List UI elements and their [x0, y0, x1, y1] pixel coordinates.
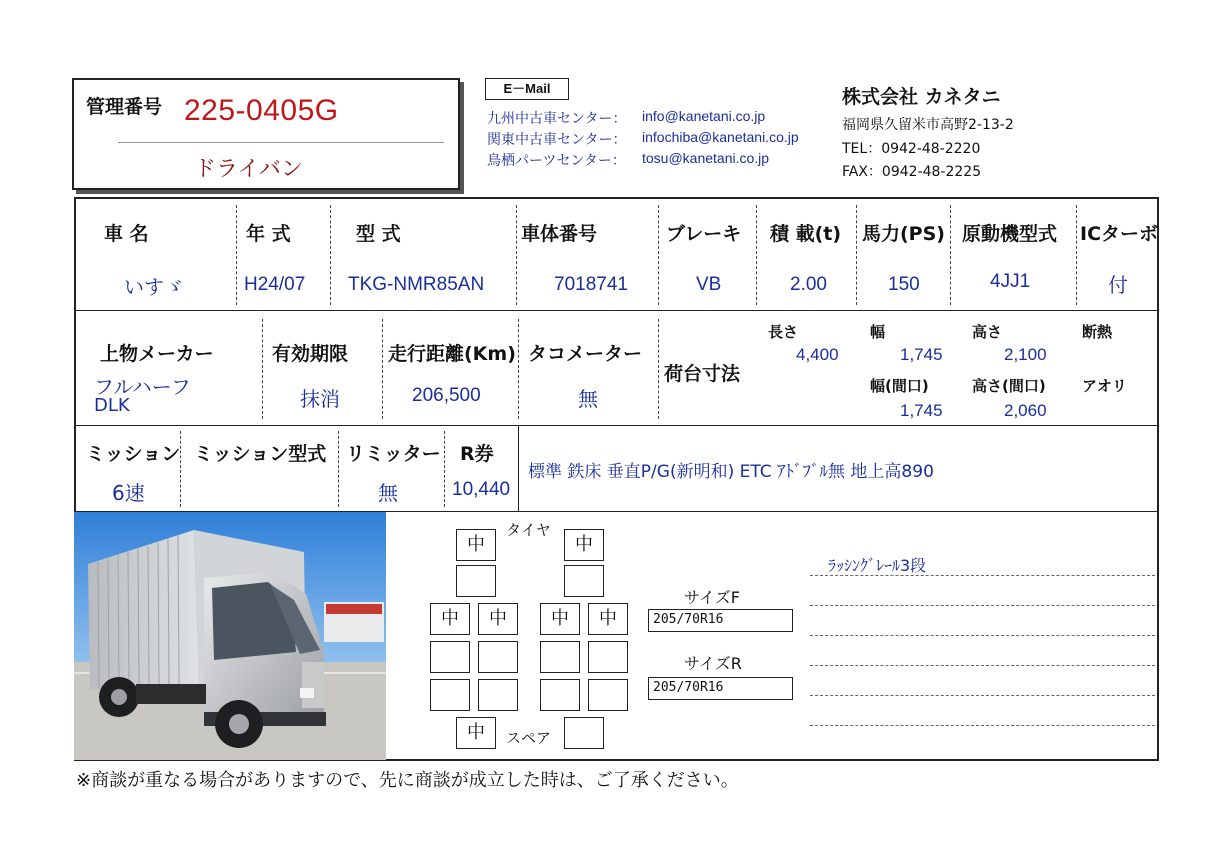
remark-rule	[810, 725, 1155, 726]
value-r-ticket: 10,440	[452, 479, 511, 500]
value-bed-height: 2,100	[1004, 345, 1047, 364]
value-bed-length: 4,400	[796, 345, 839, 364]
value-engine-model: 4JJ1	[990, 271, 1031, 292]
tire-rear-right-inner: 中	[540, 603, 580, 635]
email-address[interactable]: info@kanetani.co.jp	[642, 108, 766, 124]
value-body-maker: フルハーフ	[94, 375, 191, 399]
tire-slot	[540, 641, 580, 673]
size-front-label: サイズF	[684, 588, 740, 607]
remark-rule	[810, 665, 1155, 666]
label-aori: アオリ	[1082, 377, 1127, 395]
truck-photo	[74, 512, 386, 760]
center-name: 関東中古車センター：	[487, 132, 627, 148]
tire-slot	[430, 641, 470, 673]
header-transmission: ミッション	[86, 443, 181, 465]
tire-slot	[588, 641, 628, 673]
value-transmission: 6速	[112, 481, 145, 505]
header-tachometer: タコメーター	[528, 343, 643, 365]
value-expiry: 抹消	[300, 387, 340, 411]
spare-label: スペア	[506, 729, 552, 747]
header-model-code: 型 式	[356, 223, 401, 245]
header-engine-model: 原動機型式	[962, 223, 1058, 245]
header-car-name: 車 名	[104, 223, 149, 245]
value-horsepower: 150	[888, 274, 920, 295]
header-ic-turbo: ICターボ	[1080, 223, 1159, 245]
value-payload: 2.00	[790, 274, 827, 295]
tire-slot	[478, 641, 518, 673]
tire-slot	[478, 679, 518, 711]
tire-rear-left-inner: 中	[478, 603, 518, 635]
value-body-maker-model: DLK	[94, 395, 130, 416]
value-ic-turbo: 付	[1108, 273, 1128, 297]
tire-slot	[564, 565, 604, 597]
value-model-code: TKG-NMR85AN	[348, 274, 485, 295]
label-opening-width: 幅(間口)	[870, 377, 929, 395]
tire-slot	[564, 717, 604, 749]
value-tachometer: 無	[578, 387, 598, 411]
size-rear-value: 205/70R16	[648, 677, 793, 700]
email-row-kanto	[487, 129, 799, 149]
value-opening-width: 1,745	[900, 401, 943, 420]
control-number: 225-0405G	[184, 94, 339, 127]
remark-line-1: ﾗｯｼﾝｸﾞﾚｰﾙ3段	[828, 556, 927, 575]
label-bed-width: 幅	[870, 323, 886, 341]
email-address[interactable]: infochiba@kanetani.co.jp	[642, 129, 799, 145]
email-row-kyushu	[487, 108, 766, 128]
tire-front-right: 中	[564, 529, 604, 561]
header-chassis-number: 車体番号	[521, 223, 598, 245]
tire-front-left: 中	[456, 529, 496, 561]
header-transmission-type: ミッション型式	[194, 443, 327, 465]
remark-rule	[810, 605, 1155, 606]
header-payload: 積 載(t)	[770, 223, 842, 245]
company-fax: FAX：0942-48-2225	[842, 164, 982, 180]
header-mileage: 走行距離(Km)	[388, 343, 516, 365]
remark-rule	[810, 575, 1155, 576]
value-mileage: 206,500	[412, 385, 481, 406]
label-bed-length: 長さ	[768, 323, 799, 341]
value-car-name: いすゞ	[124, 275, 184, 299]
value-limiter: 無	[378, 481, 398, 505]
remark-rule	[810, 635, 1155, 636]
header-bed-dimensions: 荷台寸法	[664, 363, 741, 385]
label-bed-height: 高さ	[972, 323, 1003, 341]
header-model-year: 年 式	[246, 223, 291, 245]
label-opening-height: 高さ(間口)	[972, 377, 1046, 395]
equipment-notes: 標準 鉄床 垂直P/G(新明和) ETC ｱﾄﾞﾌﾞﾙ無 地上高890	[528, 462, 934, 482]
email-tag: E－Mail	[485, 78, 569, 100]
value-model-year: H24/07	[244, 274, 306, 295]
company-tel: TEL：0942-48-2220	[842, 141, 981, 157]
body-type: ドライバン	[194, 157, 303, 182]
size-rear-label: サイズR	[684, 654, 742, 673]
company-address: 福岡県久留米市高野2-13-2	[842, 117, 1014, 133]
control-number-box	[72, 78, 460, 190]
header-expiry: 有効期限	[272, 343, 349, 365]
tire-slot	[430, 679, 470, 711]
tire-title: タイヤ	[506, 521, 551, 539]
value-brake: VB	[696, 274, 722, 295]
size-front-value: 205/70R16	[648, 609, 793, 632]
header-brake: ブレーキ	[666, 223, 742, 245]
value-opening-height: 2,060	[1004, 401, 1047, 420]
tire-rear-right-outer: 中	[588, 603, 628, 635]
header-r-ticket: R券	[460, 443, 494, 465]
company-name: 株式会社 カネタニ	[842, 86, 1001, 108]
header-limiter: リミッター	[346, 443, 441, 465]
center-name: 九州中古車センター：	[487, 111, 627, 127]
value-bed-width: 1,745	[900, 345, 943, 364]
label-insulation: 断熱	[1082, 323, 1113, 341]
center-name: 鳥栖パーツセンター：	[487, 153, 626, 169]
value-chassis-number: 7018741	[554, 274, 628, 295]
tire-slot	[456, 565, 496, 597]
tire-rear-left-outer: 中	[430, 603, 470, 635]
divider	[118, 142, 444, 143]
remark-rule	[810, 695, 1155, 696]
footer-notice: ※商談が重なる場合がありますので、先に商談が成立した時は、ご了承ください。	[76, 770, 739, 791]
header-horsepower: 馬力(PS)	[862, 223, 945, 245]
control-number-label: 管理番号	[86, 96, 163, 118]
tire-slot	[588, 679, 628, 711]
tire-slot	[540, 679, 580, 711]
email-row-tosu	[487, 150, 770, 170]
header-body-maker: 上物メーカー	[100, 343, 214, 365]
tire-spare: 中	[456, 717, 496, 749]
email-address[interactable]: tosu@kanetani.co.jp	[642, 150, 770, 166]
